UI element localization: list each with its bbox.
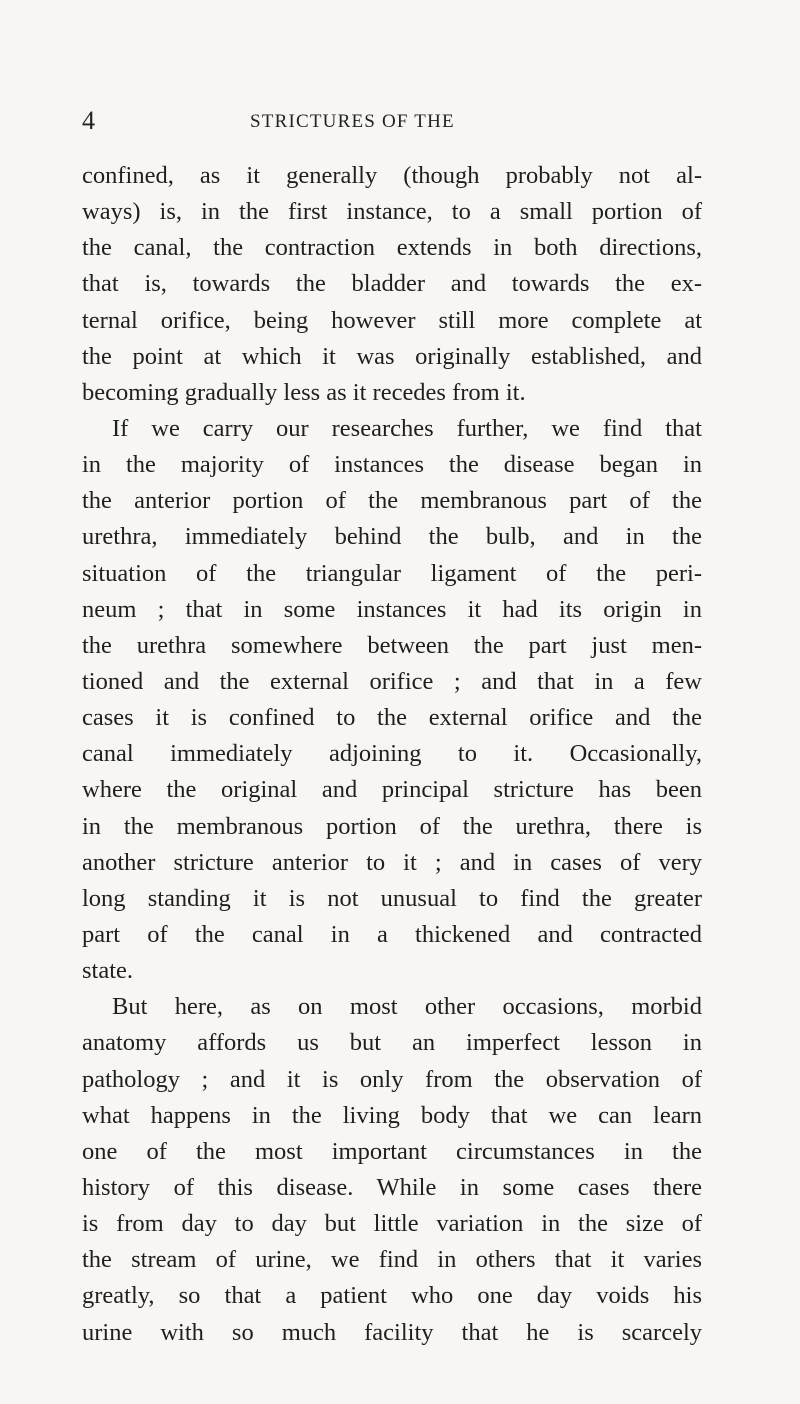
text-line: If we carry our researches further, we find that bbox=[112, 414, 702, 442]
text-line: But here, as on most other occasions, morbid bbox=[112, 993, 702, 1021]
text-line: urethra, immediately behind the bulb, and in the bbox=[82, 523, 702, 551]
text-line: anatomy affords us but an imperfect lesson in bbox=[82, 1029, 702, 1057]
text-line: pathology ; and it is only from the observation of bbox=[82, 1065, 702, 1093]
text-line: situation of the triangular ligament of the peri- bbox=[82, 559, 702, 587]
text-line: where the original and principal stricture has been bbox=[82, 776, 702, 804]
page-number: 4 bbox=[82, 106, 95, 135]
text-line: confined, as it generally (though probably not al- bbox=[82, 162, 702, 189]
running-head: STRICTURES OF THE bbox=[250, 111, 455, 132]
text-line: the canal, the contraction extends in both directions, bbox=[82, 234, 702, 262]
text-line: another stricture anterior to it ; and in cases of very bbox=[82, 848, 702, 876]
text-line: tioned and the external orifice ; and that in a few bbox=[82, 667, 702, 695]
text-line: that is, towards the bladder and towards the ex- bbox=[82, 270, 702, 298]
text-line: the point at which it was originally established, and bbox=[82, 342, 702, 370]
text-line: part of the canal in a thickened and contracted bbox=[82, 920, 702, 948]
text-line: canal immediately adjoining to it. Occasionally, bbox=[82, 740, 702, 768]
text-line: cases it is confined to the external orifice and the bbox=[82, 704, 702, 732]
text-line: what happens in the living body that we can learn bbox=[82, 1101, 702, 1129]
text-line: neum ; that in some instances it had its origin in bbox=[82, 595, 702, 623]
text-line: state. bbox=[82, 957, 134, 985]
text-line: becoming gradually less as it recedes from it. bbox=[82, 378, 526, 406]
text-line: history of this disease. While in some cases there bbox=[82, 1173, 702, 1201]
text-line: one of the most important circumstances in the bbox=[82, 1137, 702, 1165]
text-line: greatly, so that a patient who one day voids his bbox=[82, 1282, 702, 1310]
text-line: in the majority of instances the disease began in bbox=[82, 451, 702, 479]
text-line: the urethra somewhere between the part just men- bbox=[82, 631, 702, 659]
text-line: urine with so much facility that he is scarcely bbox=[82, 1318, 702, 1346]
text-line: is from day to day but little variation in the size of bbox=[82, 1210, 702, 1238]
text-line: long standing it is not unusual to find the greater bbox=[82, 884, 702, 912]
text-line: the stream of urine, we find in others that it varies bbox=[82, 1246, 702, 1274]
page-header bbox=[82, 106, 702, 136]
text-line: ternal orifice, being however still more complete at bbox=[82, 306, 702, 334]
text-line: the anterior portion of the membranous part of the bbox=[82, 487, 702, 515]
text-line: in the membranous portion of the urethra, there is bbox=[82, 812, 702, 840]
body-text bbox=[82, 158, 702, 1351]
text-line: ways) is, in the first instance, to a small portion of bbox=[82, 198, 702, 226]
